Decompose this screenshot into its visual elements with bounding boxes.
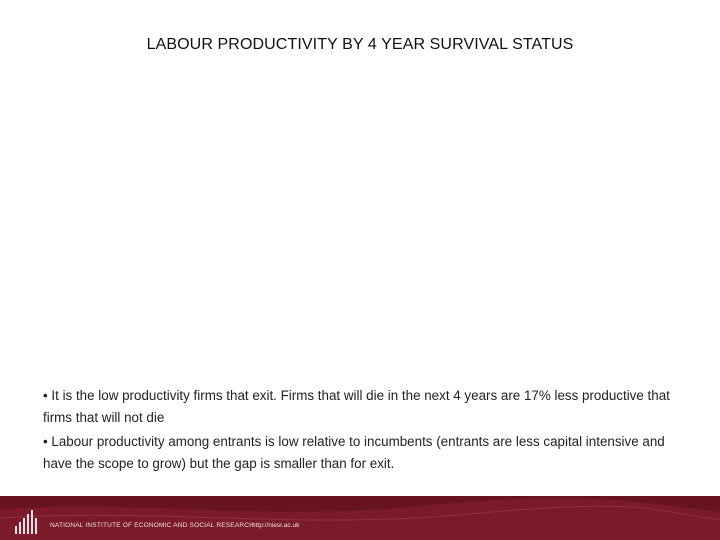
footer-bar	[0, 496, 720, 540]
niesr-logo-icon	[14, 506, 42, 536]
footer-organization-name: NATIONAL INSTITUTE OF ECONOMIC AND SOCIAL RESEARCH	[50, 522, 255, 529]
footer-website-link[interactable]: http://niesr.ac.uk	[252, 522, 300, 529]
footer-wave-decoration	[0, 496, 720, 540]
slide-title: LABOUR PRODUCTIVITY BY 4 YEAR SURVIVAL STATUS	[146, 36, 574, 53]
bullet-list	[43, 385, 683, 477]
bullet-item: • Labour productivity among entrants is low relative to incumbents (entrants are less capital intensive and have the scope to grow) but the gap is smaller than for exit.	[43, 434, 665, 471]
bullet-item: • It is the low productivity firms that exit. Firms that will die in the next 4 years are 17% less productive that firms that will not die	[43, 388, 670, 425]
